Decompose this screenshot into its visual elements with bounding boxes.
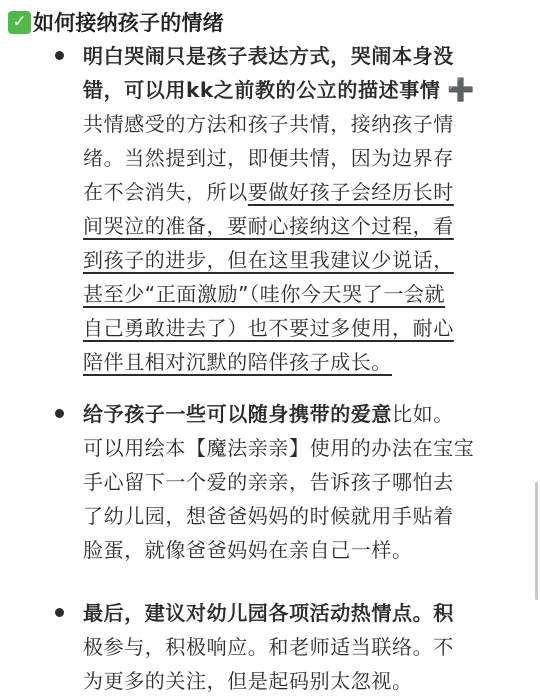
text-line: 陪伴且相对沉默的陪伴孩子成长。 xyxy=(83,350,392,374)
plus-icon: ➕ xyxy=(447,78,476,103)
text-line: 错，可以用kk之前教的公立的描述事情 ➕ xyxy=(83,78,476,103)
text-line: 自己勇敢进去了）也不要过多使用，耐心 xyxy=(83,316,454,340)
text-line: 给予孩子一些可以随身携带的爱意比如。 xyxy=(83,402,454,426)
text-line: 脸蛋，就像爸爸妈妈在亲自己一样。 xyxy=(83,538,413,562)
section-heading xyxy=(8,6,224,38)
bullet-dot xyxy=(55,409,64,418)
text-line: 在不会消失，所以要做好孩子会经历长时 xyxy=(83,180,454,204)
text-line: 可以用绘本【魔法亲亲】使用的办法在宝宝 xyxy=(83,436,475,460)
text-line: 手心留下一个爱的亲亲，告诉孩子哪怕去 xyxy=(83,470,454,494)
check-mark-icon: ✓ xyxy=(8,11,31,34)
bullet-dot xyxy=(55,51,64,60)
text-line: 共情感受的方法和孩子共情，接纳孩子情 xyxy=(83,112,454,136)
bullet-dot xyxy=(55,608,64,617)
text-line: 到孩子的进步，但在这里我建议少说话， xyxy=(83,248,454,272)
text-line: 绪。当然提到过，即便共情，因为边界存 xyxy=(83,146,454,170)
heading-title: 如何接纳孩子的情绪 xyxy=(33,11,224,35)
text-line: 明白哭闹只是孩子表达方式，哭闹本身没 xyxy=(83,44,454,68)
scrollbar[interactable] xyxy=(535,482,538,600)
text-line: 最后，建议对幼儿园各项活动热情点。积 xyxy=(83,601,454,625)
text-line: 极参与，积极响应。和老师适当联络。不 xyxy=(83,635,454,659)
text-line: 甚至少“正面激励”（哇你今天哭了一会就 xyxy=(83,282,446,306)
text-line: 了幼儿园，想爸爸妈妈的时候就用手贴着 xyxy=(83,504,454,528)
text-line: 为更多的关注，但是起码别太忽视。 xyxy=(83,669,413,693)
text-line: 间哭泣的准备，要耐心接纳这个过程，看 xyxy=(83,214,454,238)
